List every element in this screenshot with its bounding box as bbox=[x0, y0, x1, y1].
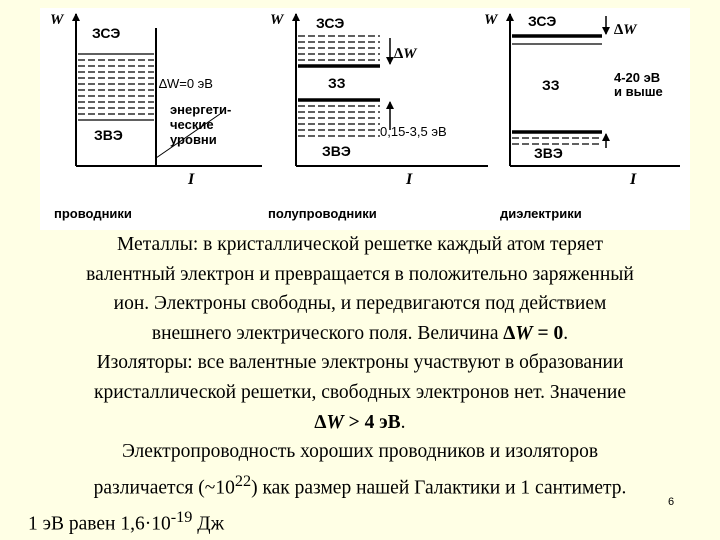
text-line: кристаллической решетки, свободных электронов нет. Значение bbox=[94, 381, 626, 403]
band-forbidden-label: ЗЗ bbox=[328, 75, 346, 91]
panel-semiconductors bbox=[268, 12, 488, 221]
text-line: ион. Электроны свободны, и передвигаются под действием bbox=[113, 293, 607, 315]
band-valence-label: ЗВЭ bbox=[322, 143, 351, 159]
gap-delta-w-label: ∆W bbox=[614, 22, 637, 38]
value-zero: = 0 bbox=[532, 322, 564, 344]
text-line: Электропроводность хороших проводников и изоляторов bbox=[121, 441, 599, 463]
gap-zero-label: ∆W=0 эВ bbox=[159, 76, 213, 91]
axis-i-label: I bbox=[188, 171, 195, 188]
panel-conductors bbox=[50, 12, 262, 221]
exponent: 22 bbox=[234, 471, 252, 490]
axis-i-label: I bbox=[406, 171, 413, 188]
delta-symbol: ∆ bbox=[314, 411, 327, 433]
band-valence-label: ЗВЭ bbox=[94, 127, 123, 143]
axis-w-label: W bbox=[270, 12, 284, 28]
period: . bbox=[400, 411, 406, 433]
period: . bbox=[563, 322, 569, 344]
band-valence-label: ЗВЭ bbox=[534, 145, 563, 161]
gap-value-label: 0,15-3,5 эВ bbox=[380, 124, 447, 139]
gap-value-line-2: и выше bbox=[614, 84, 663, 99]
caption-dielectrics: диэлектрики bbox=[500, 206, 582, 221]
axis-w-label: W bbox=[50, 12, 64, 28]
panel-dielectrics bbox=[484, 12, 680, 221]
band-conduction-label: ЗСЭ bbox=[528, 13, 557, 29]
band-conduction-label: ЗСЭ bbox=[92, 25, 121, 41]
valence-band bbox=[512, 132, 602, 144]
exponent: -19 bbox=[170, 507, 193, 526]
band-conduction-label: ЗСЭ bbox=[316, 15, 345, 31]
gap-value-line-1: 4-20 эВ bbox=[614, 70, 661, 85]
text-line: Дж bbox=[192, 513, 225, 535]
slide-number: 6 bbox=[668, 496, 675, 508]
levels-label-line-1: энергети- bbox=[170, 102, 232, 117]
text-line: Изоляторы: все валентные электроны участвуют в образовании bbox=[96, 352, 624, 374]
text-line: ) как размер нашей Галактики и 1 сантиметр. bbox=[251, 477, 627, 499]
energy-levels-stack bbox=[78, 54, 154, 120]
band-diagram-figure bbox=[40, 8, 690, 230]
text-line: Металлы: в кристаллической решетке каждый атом теряет bbox=[116, 234, 604, 255]
axis-w-label: W bbox=[484, 12, 498, 28]
levels-label-line-3: уровни bbox=[170, 132, 217, 147]
caption-conductors: проводники bbox=[54, 206, 132, 221]
value-4ev: > 4 эВ bbox=[343, 411, 401, 433]
text-line: 1 эВ равен 1,6·10 bbox=[28, 513, 171, 535]
text-line: внешнего электрического поля. Величина bbox=[151, 322, 504, 344]
body-text bbox=[10, 230, 710, 539]
axis-i-label: I bbox=[630, 171, 637, 188]
caption-semiconductors: полупроводники bbox=[268, 206, 377, 221]
conduction-band bbox=[298, 36, 380, 66]
text-line: валентный электрон и превращается в положительно заряженный bbox=[86, 263, 634, 285]
valence-band bbox=[298, 100, 380, 136]
delta-symbol: ∆ bbox=[503, 322, 516, 344]
w-symbol: W bbox=[326, 411, 344, 433]
conduction-band bbox=[512, 36, 602, 44]
band-forbidden-label: ЗЗ bbox=[542, 77, 560, 93]
gap-delta-w-label: ∆W bbox=[394, 46, 417, 62]
levels-label-line-2: ческие bbox=[170, 117, 214, 132]
paragraph-insulators bbox=[10, 348, 710, 437]
paragraph-metals bbox=[10, 230, 710, 348]
text-line: различается (~10 bbox=[93, 477, 235, 499]
paragraph-conductivity bbox=[10, 437, 710, 503]
paragraph-ev bbox=[10, 503, 710, 539]
w-symbol: W bbox=[515, 322, 533, 344]
